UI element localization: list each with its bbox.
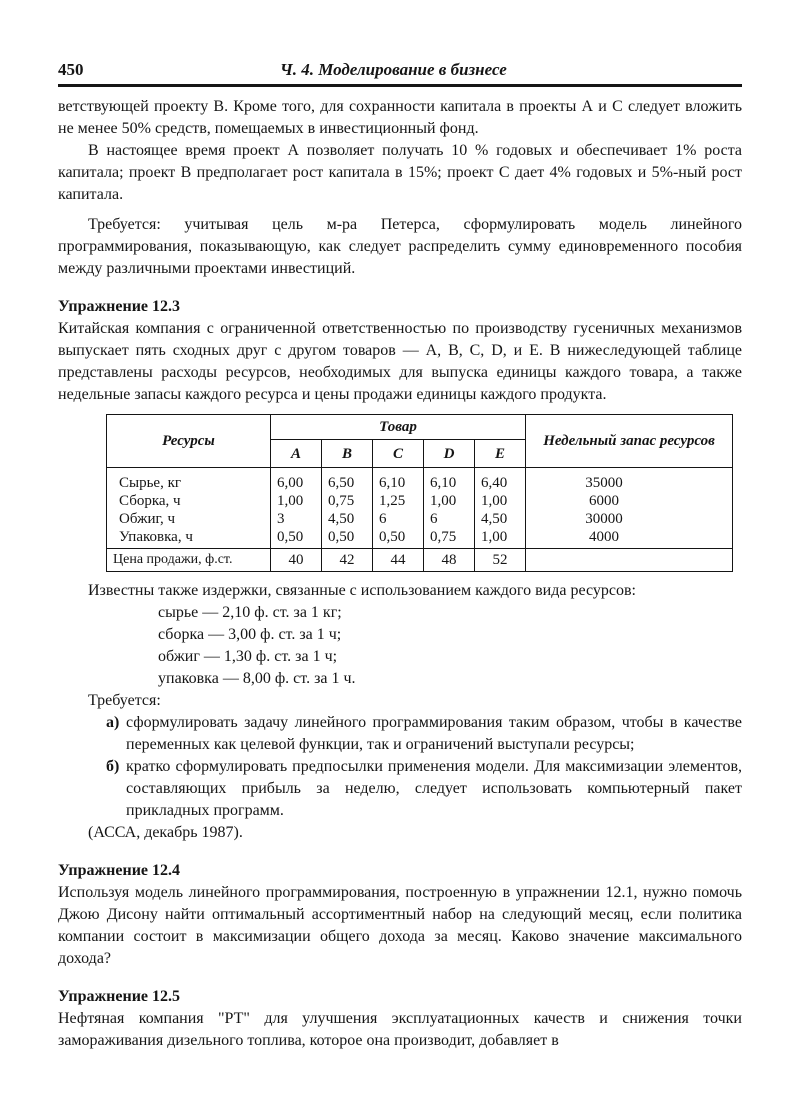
column-d-cell [424,468,475,549]
price-value: 40 [271,549,322,572]
intro-paragraph-3: Требуется: учитывая цель м-ра Петерса, сформулировать модель линейного программирования, показывающую, как следует распределить сумму единовременного пособия между различными проектами инвестиций. [58,216,742,277]
column-header-a: A [271,440,322,468]
exercise-12-4-heading: Упражнение 12.4 [58,862,181,879]
task-a-text: сформулировать задачу линейного программирования таким образом, чтобы в качестве переменных как целевой функции, так и ограничений выступали ресурсы; [126,714,742,753]
column-a-cell [271,468,322,549]
intro-paragraph-2: В настоящее время проект А позволяет получать 10 % годовых и обеспечивает 1% роста капитала; проект В предполагает рост капитала в 15%; проект С дает 4% годовых и 5%-ный рост капитала. [58,142,742,203]
task-a-label: а) [106,714,120,731]
resource-names-cell [107,468,271,549]
price-value: 52 [475,549,526,572]
goods-header: Товар [271,415,526,440]
exercise-12-5-text: Нефтяная компания "РТ" для улучшения эксплуатационных качеств и снижения точки замораживания дизельного топлива, которое она производит, добавляет в [58,1010,742,1049]
running-title: Ч. 4. Моделирование в бизнесе [280,60,507,79]
table-cell-value: 0,75 [430,529,457,545]
table-cell-value: 6 [379,511,387,527]
resource-name: Упаковка, ч [119,529,193,545]
exercise-12-3-text: Китайская компания с ограниченной ответственностью по производству гусеничных механизмов выпускает пять сходных друг с другом товаров — А, В, С, D, и Е. В нижеследующей таблице представлены расходы ресурсов, необходимых для выпуска единицы каждого товара, а также недельные запасы каждого ресурса и цены продажи единицы каждого продукта. [58,320,742,403]
task-b-text: кратко сформулировать предпосылки применения модели. Для максимизации элементов, составляющих прибыль за неделю, следует использовать компьютерный пакет прикладных программ. [126,758,742,819]
stock-value: 30000 [585,511,623,527]
table-cell-value: 0,50 [328,529,355,545]
table-cell-value: 0,75 [328,493,355,509]
table-cell-value: 0,50 [277,529,304,545]
price-label: Цена продажи, ф.ст. [107,549,271,572]
stock-value: 35000 [585,475,623,491]
table-cell-value: 6,50 [328,475,355,491]
cost-line: упаковка — 8,00 ф. ст. за 1 ч. [158,670,356,687]
column-header-d: D [424,440,475,468]
resource-name: Сборка, ч [119,493,181,509]
table-cell-value: 1,00 [481,493,508,509]
table-cell-value: 6,10 [430,475,457,491]
table-cell-value: 6,00 [277,475,304,491]
cost-line: сборка — 3,00 ф. ст. за 1 ч; [158,626,342,643]
required-label: Требуется: [88,692,161,709]
costs-list [158,602,742,690]
table-cell-value: 1,00 [277,493,304,509]
table-cell-value: 0,50 [379,529,406,545]
table-cell-value: 4,50 [328,511,355,527]
price-value: 48 [424,549,475,572]
task-a [106,712,742,756]
resource-name: Сырье, кг [119,475,182,491]
table-body-row [107,468,733,549]
price-row [107,549,733,572]
table-cell-value: 1,00 [481,529,508,545]
table-cell-value: 6,40 [481,475,508,491]
task-b [106,756,742,822]
page-number: 450 [58,60,84,79]
column-c-cell [373,468,424,549]
column-header-c: C [373,440,424,468]
price-empty-cell [526,549,733,572]
stock-value: 6000 [589,493,619,509]
table-cell-value: 6,10 [379,475,406,491]
page-header [58,58,742,87]
column-header-b: B [322,440,373,468]
weekly-stock-header: Недельный запас ресурсов [526,415,733,468]
table-cell-value: 1,25 [379,493,406,509]
exercise-12-3-heading: Упражнение 12.3 [58,298,181,315]
table-cell-value: 1,00 [430,493,457,509]
stock-value: 4000 [589,529,619,545]
price-value: 44 [373,549,424,572]
exercise-12-5-heading: Упражнение 12.5 [58,988,181,1005]
task-b-label: б) [106,758,120,775]
weekly-stock-cell [526,468,733,549]
resource-name: Обжиг, ч [119,511,175,527]
table-cell-value: 3 [277,511,285,527]
column-e-cell [475,468,526,549]
page-body [58,96,742,1052]
source-note: (АССА, декабрь 1987). [88,824,243,841]
price-value: 42 [322,549,373,572]
resources-header: Ресурсы [107,415,271,468]
exercise-12-4-text: Используя модель линейного программирования, построенную в упражнении 12.1, нужно помочь Джою Дисону найти оптимальный ассортиментный набор на следующий месяц, если политика компании состоит в максимизации общего дохода за месяц. Каково значение максимального дохода? [58,884,742,967]
intro-paragraph-1: ветствующей проекту В. Кроме того, для сохранности капитала в проекты А и С следует вложить не менее 50% средств, помещаемых в инвестиционный фонд. [58,98,742,137]
column-header-e: E [475,440,526,468]
table-cell-value: 4,50 [481,511,508,527]
column-b-cell [322,468,373,549]
table-cell-value: 6 [430,511,438,527]
costs-intro: Известны также издержки, связанные с использованием каждого вида ресурсов: [88,582,636,599]
resources-table [106,414,733,572]
cost-line: сырье — 2,10 ф. ст. за 1 кг; [158,604,342,621]
cost-line: обжиг — 1,30 ф. ст. за 1 ч; [158,648,338,665]
